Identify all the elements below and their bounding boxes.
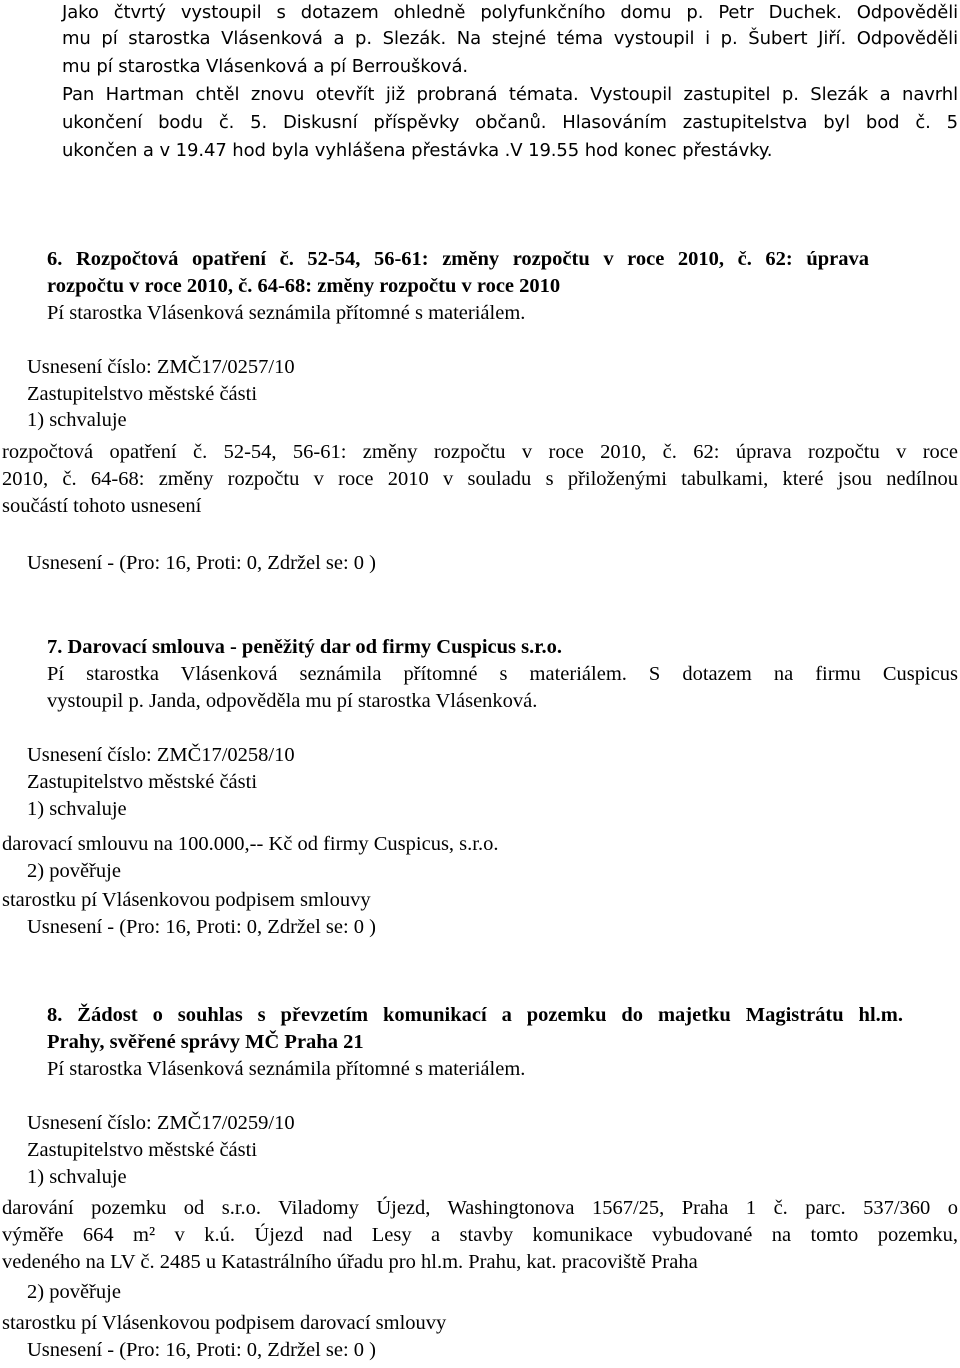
- item8-text-line-3: vedeného na LV č. 2485 u Katastrálního úřadu pro hl.m. Prahu, kat. pracoviště Praha: [2, 1251, 698, 1273]
- item8-text-line-1: darování pozemku od s.r.o. Viladomy Újezd, Washingtonova 1567/25, Praha 1 č. parc. 537/360 o: [2, 1197, 958, 1219]
- item6-text-line-3: součástí tohoto usnesení: [2, 495, 202, 517]
- item6-heading-line-2: rozpočtu v roce 2010, č. 64-68: změny rozpočtu v roce 2010: [47, 275, 561, 297]
- item6-intro: Pí starostka Vlásenková seznámila přítomné s materiálem.: [47, 302, 526, 324]
- item8-action-approve: 1) schvaluje: [27, 1166, 127, 1188]
- item8-heading-line-2: Prahy, svěřené správy MČ Praha 21: [47, 1031, 364, 1053]
- item8-heading-line-1: 8. Žádost o souhlas s převzetím komunikací a pozemku do majetku Magistrátu hl.m.: [47, 1004, 903, 1026]
- item6-heading-line-1: 6. Rozpočtová opatření č. 52-54, 56-61: změny rozpočtu v roce 2010, č. 62: úprava: [47, 248, 869, 270]
- item7-action-approve-text: darovací smlouvu na 100.000,-- Kč od firmy Cuspicus, s.r.o.: [2, 833, 499, 855]
- intro-line-5: ukončení bodu č. 5. Diskusní příspěvky občanů. Hlasováním zastupitelstva byl bod č. 5: [62, 112, 958, 133]
- item7-heading: 7. Darovací smlouva - peněžitý dar od firmy Cuspicus s.r.o.: [47, 636, 562, 658]
- intro-line-4: Pan Hartman chtěl znovu otevřít již probraná témata. Vystoupil zastupitel p. Slezák a navrhl: [62, 84, 958, 105]
- item6-action-approve: 1) schvaluje: [27, 409, 127, 431]
- item6-vote: Usnesení - (Pro: 16, Proti: 0, Zdržel se: 0 ): [27, 552, 377, 574]
- item7-action-approve: 1) schvaluje: [27, 798, 127, 820]
- item7-intro-line-2: vystoupil p. Janda, odpověděla mu pí starostka Vlásenková.: [47, 690, 538, 712]
- item7-action-delegate-text: starostku pí Vlásenkovou podpisem smlouvy: [2, 889, 371, 911]
- item6-text-line-1: rozpočtová opatření č. 52-54, 56-61: změny rozpočtu v roce 2010, č. 62: úprava rozpočtu v roce: [2, 441, 958, 463]
- item6-resolution-number: Usnesení číslo: ZMČ17/0257/10: [27, 356, 295, 378]
- intro-line-6: ukončen a v 19.47 hod byla vyhlášena přestávka .V 19.55 hod konec přestávky.: [62, 140, 773, 161]
- item8-text-line-2: výměře 664 m² v k.ú. Újezd nad Lesy a stavby komunikace vybudované na tomto pozemku,: [2, 1224, 958, 1246]
- item8-action-delegate: 2) pověřuje: [27, 1281, 121, 1303]
- item8-vote: Usnesení - (Pro: 16, Proti: 0, Zdržel se: 0 ): [27, 1339, 377, 1361]
- item8-intro: Pí starostka Vlásenková seznámila přítomné s materiálem.: [47, 1058, 526, 1080]
- item7-vote: Usnesení - (Pro: 16, Proti: 0, Zdržel se: 0 ): [27, 916, 377, 938]
- item8-body: Zastupitelstvo městské části: [27, 1139, 258, 1161]
- item7-resolution-number: Usnesení číslo: ZMČ17/0258/10: [27, 744, 295, 766]
- item7-intro-line-1: Pí starostka Vlásenková seznámila přítomné s materiálem. S dotazem na firmu Cuspicus: [47, 663, 958, 685]
- item8-resolution-number: Usnesení číslo: ZMČ17/0259/10: [27, 1112, 295, 1134]
- item7-action-delegate: 2) pověřuje: [27, 860, 121, 882]
- intro-line-3: mu pí starostka Vlásenková a pí Berroušková.: [62, 56, 469, 77]
- item6-text-line-2: 2010, č. 64-68: změny rozpočtu v roce 2010 v souladu s přiloženými tabulkami, které jsou nedílnou: [2, 468, 958, 490]
- item7-body: Zastupitelstvo městské části: [27, 771, 258, 793]
- intro-line-2: mu pí starostka Vlásenková a p. Slezák. Na stejné téma vystoupil i p. Šubert Jiří. Odpověděli: [62, 28, 958, 49]
- item8-action-delegate-text: starostku pí Vlásenkovou podpisem darovací smlouvy: [2, 1312, 447, 1334]
- item6-body: Zastupitelstvo městské části: [27, 383, 258, 405]
- intro-line-1: Jako čtvrtý vystoupil s dotazem ohledně polyfunkčního domu p. Petr Duchek. Odpověděli: [62, 2, 958, 23]
